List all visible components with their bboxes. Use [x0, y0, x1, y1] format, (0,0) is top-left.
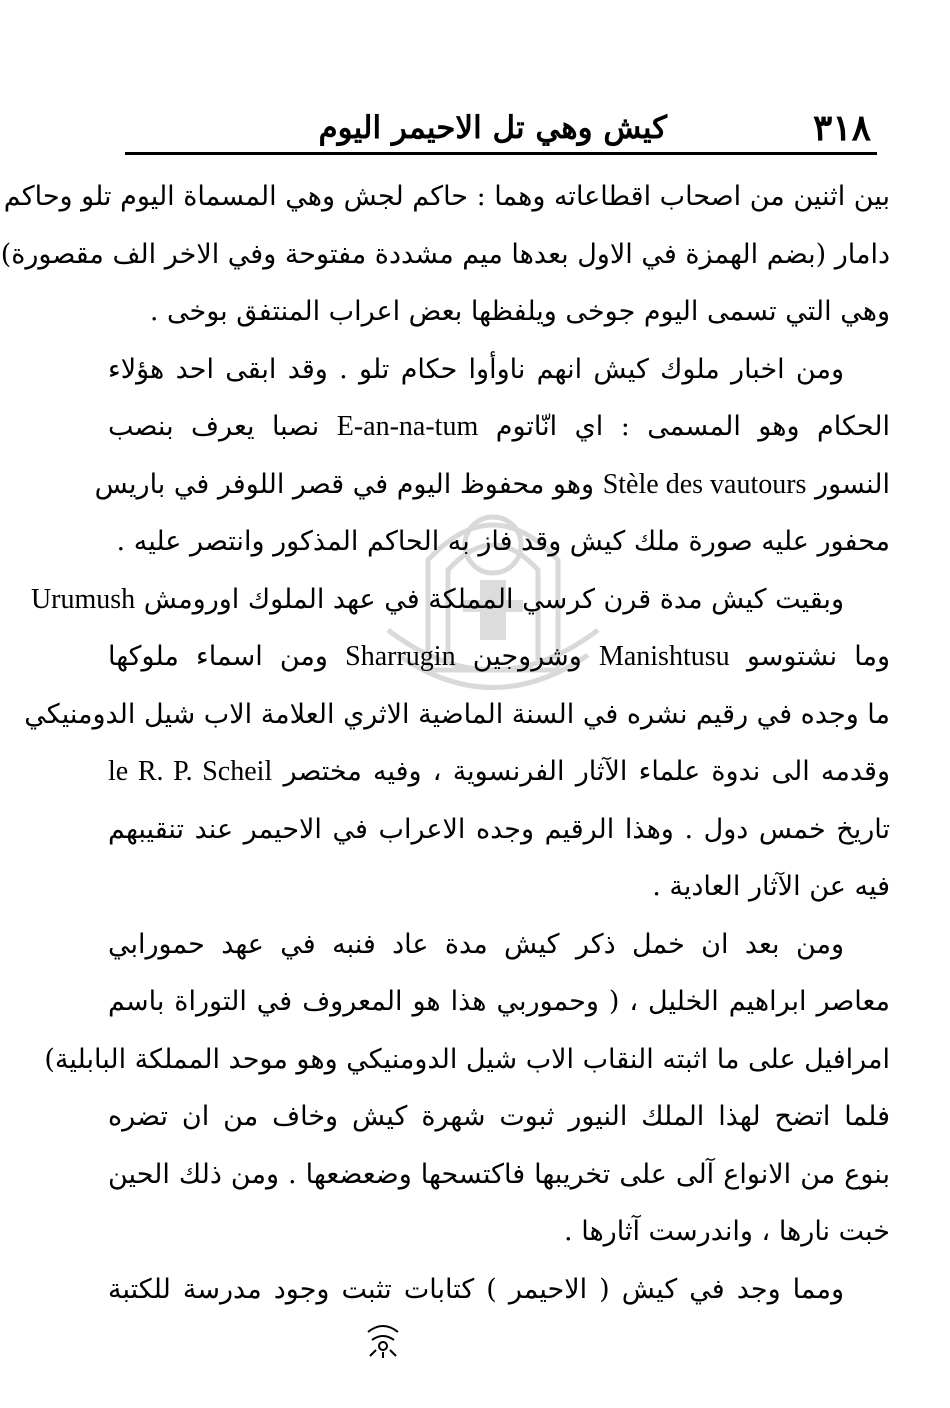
body-text: [0, 168, 891, 1308]
latin-term: Urumush: [30, 583, 136, 615]
latin-term: Sharrugin: [345, 641, 456, 672]
text-line: امرافيل على ما اثبته النقاب الاب شيل الدومنيكي وهو موحد المملكة البابلية): [44, 1043, 890, 1075]
text-line: بنوع من الانواع آلى على تخريبها فاكتسحها وضعضعها . ومن ذلك الحين: [108, 1158, 890, 1190]
text-line: بين اثنين من اصحاب اقطاعاته وهما : حاكم لجش وهي المسماة اليوم تلو وحاكم: [3, 181, 890, 212]
header-rule: [125, 152, 877, 155]
text-line: ومن بعد ان خمل ذكر كيش مدة عاد فنبه في عهد حمورابي: [108, 928, 844, 960]
latin-term: Manishtusu: [598, 641, 730, 672]
arabic-run: وهو محفوظ اليوم في قصر اللوفر في باريس: [94, 468, 595, 500]
text-line: [30, 571, 890, 629]
text-line: تاريخ خمس دول . وهذا الرقيم وجده الاعراب في الاحيمر عند تنقيبهم: [108, 813, 890, 845]
text-line: [108, 628, 890, 686]
text-line: ما وجده في رقيم نشره في السنة الماضية الاثري العلامة الاب شيل الدومنيكي: [24, 698, 890, 730]
text-line: ومما وجد في كيش ( الاحيمر ) كتابات تثبت وجود مدرسة للكتبة: [108, 1273, 844, 1305]
text-line: دامار (بضم الهمزة في الاول بعدها ميم مشددة مفتوحة وفي الاخر الف مقصورة): [0, 238, 890, 270]
text-line: محفور عليه صورة ملك كيش وقد فاز به الحاكم المذكور وانتصر عليه .: [116, 526, 890, 557]
text-line: فلما اتضح لهذا الملك النيور ثبوت شهرة كيش وخاف من ان تضره: [108, 1101, 890, 1132]
text-line: [108, 743, 890, 801]
arabic-run: الحكام وهو المسمى : اي انّاتوم: [495, 411, 891, 442]
text-line: [108, 398, 890, 456]
footer-ornament-icon: [362, 1318, 404, 1362]
latin-term: Stèle des vautours: [602, 468, 807, 500]
arabic-run: وقدمه الى ندوة علماء الآثار الفرنسوية ، وفيه مختصر: [283, 756, 890, 787]
page-number: ٣١٨: [812, 107, 871, 149]
text-line: خبت نارها ، واندرست آثارها .: [564, 1216, 890, 1247]
arabic-run: وما نشتوسو: [746, 641, 890, 672]
text-line: وهي التي تسمى اليوم جوخى ويلفظها بعض اعراب المنتفق بوخى .: [149, 296, 890, 327]
latin-term: E-an-na-tum: [336, 411, 479, 442]
text-line: [94, 456, 890, 514]
text-line: فيه عن الآثار العادية .: [652, 871, 890, 902]
latin-term: le R. P. Scheil: [108, 756, 273, 787]
text-line: معاصر ابراهيم الخليل ، ( وحموربي هذا هو المعروف في التوراة باسم: [108, 986, 890, 1017]
arabic-run: وبقيت كيش مدة قرن كرسي المملكة في عهد الملوك اورومش: [143, 583, 844, 615]
running-title: كيش وهي تل الاحيمر اليوم: [318, 110, 667, 146]
arabic-run: نصبا يعرف بنصب: [108, 411, 320, 442]
page-header: [125, 105, 877, 151]
arabic-run: النسور: [815, 468, 890, 500]
arabic-run: وشروجين: [472, 641, 582, 672]
text-line: ومن اخبار ملوك كيش انهم ناوأوا حكام تلو . وقد ابقى احد هؤلاء: [108, 353, 844, 385]
arabic-run: ومن اسماء ملوكها: [108, 641, 328, 672]
